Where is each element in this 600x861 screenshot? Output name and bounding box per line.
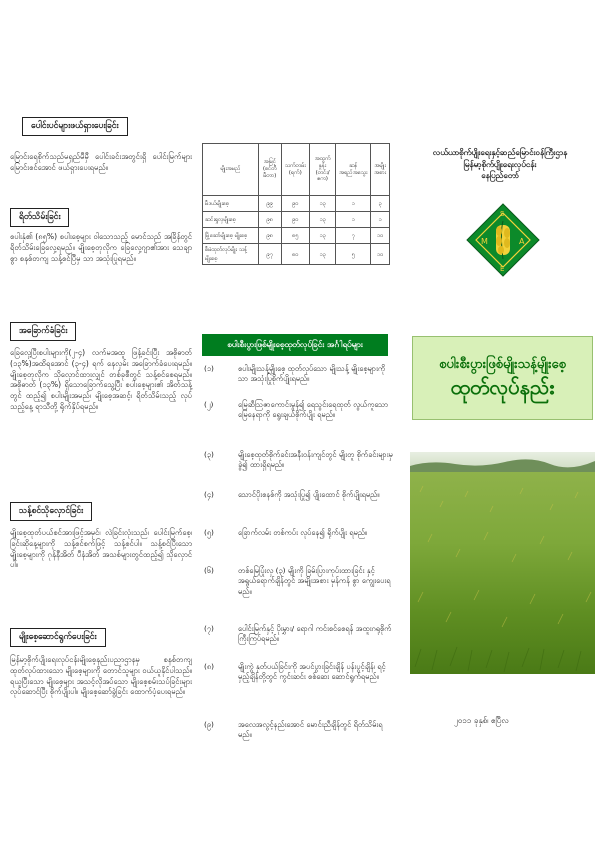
table-cell: ၁၀ [371,228,390,244]
table-cell: ၅ [336,244,371,265]
table-cell: ၁၃ [309,212,335,228]
section-title-bar: စပါးစီးပွားဖြစ်မျိုးစေ့ထုတ်လုပ်ခြင်း အင်္ဂါရပ်များ [202,334,388,356]
table-cell: စီမံထုတ်လုပ်မျိုး သန့်မျိုးစေ့ [203,244,259,265]
table-cell: ၁ [371,212,390,228]
table-header-cell: ဆန်အရည်အသွေး [336,144,371,196]
left-column [0,0,200,861]
table-cell: မြို့ဆော်မျိုးစေ့ မျိုးစေ့ [203,228,259,244]
city-name: နေပြည်တော် [481,171,519,181]
variety-table [202,143,390,265]
table-cell: ၉၈ [259,228,282,244]
title-line-2: ထုတ်လုပ်နည်း [450,375,555,400]
step-number: (၅) [204,528,214,537]
ministry-name: လယ်ယာစိုက်ပျိုးရေးနှင့်ဆည်မြောင်းဝန်ကြီးဌာန [432,148,568,157]
table-cell: ၃ [371,196,390,212]
cleaning-heading: သန့်စင်သိုလှောင်ခြင်း [10,502,92,521]
table-row [203,228,390,244]
table-cell: ၈၀ [281,244,309,265]
svg-text:E: E [500,265,505,273]
table-cell: ၇ [336,228,371,244]
ministry-header [410,147,590,182]
list-item [204,364,394,385]
list-item [204,450,394,471]
step-number: (၈) [204,662,214,671]
table-header-cell: အမြင့် (စင်တီမီတာ) [259,144,282,196]
step-number: (၆) [204,566,214,575]
step-text: အလေအလွင့်နည်းအောင် မောင်းညီချိန်တွင် ရိတ်သိမ်းရမည်။ [238,720,383,740]
ministry-logo-icon [466,203,540,277]
list-item [204,720,394,741]
table-cell: ၁ [336,212,371,228]
table-row [203,212,390,228]
seed-supply-paragraph: မြန်မာ့စိုက်ပျိုးရေးလုပ်ငန်းမျိုးစေ့နည်းပညာဌာနမှ စနစ်တကျ ထုတ်လုပ်ထားသော မျိုးစေ့များကို တောင်သူများ ဝယ်ယူနိုင်ပါသည်။ ရယူပြီးသော မျိုးစေ့များ အသင့်လိုအပ်သော မျိုးစေ့စမ်းသပ်ခြင်းများ လုပ်ဆောင်ပြီး စိုက်ပျိုးပါ။ မျိုးစေ့ဆော်ခွဲခြင်း ထောက်ပံ့ပေးရမည်။ [10,655,192,697]
seed-supply-heading: မျိုးစေ့ဆောင်ရွက်ပေးခြင်း [10,628,106,647]
table-cell: ၁၀ [371,244,390,265]
step-text: ခြောက်လမ်း တစ်ကပ်း လုပ်နေ၍ ရိုက်ပျိုး ရမည်။ [238,528,368,537]
list-item [204,400,394,421]
step-text: တစ်မြေပြုံးလှ (၃) မျိုးကို ခြမ်းပြားကုပ်းထားခြင်း နှင့် အရွယ်ရောက်ချိန်တွင် အမျိုးအစား မှန်ကန် စွာ ကျွေးပေးရမည်။ [238,566,391,596]
drying-heading: အခြောက်ခံခြင်း [10,322,76,341]
rice-field-photo [410,452,595,674]
table-cell: ၉၀ [281,212,309,228]
department-name: မြန်မာ့စိုက်ပျိုးရေးလုပ်ငန်း [463,159,537,169]
table-cell: မီဒယ်မျိုးစေ့ [203,196,259,212]
table-cell: ၁၃ [309,228,335,244]
title-line-1: စပါးစီးပွားဖြစ်မျိုးသန့်မျိုးစေ့ [439,356,566,372]
svg-text:M: M [481,237,488,246]
list-item [204,566,394,597]
step-number: (၃) [204,450,214,459]
table-row [203,196,390,212]
cleaning-paragraph: မျိုးစေ့ထုတ်ပယ်စင်အားဖြင့်အမှင်၊ လဲခြင်းလုံးသည်၊ ပေါင်းမြက်စေ့၊ ခြင်းဆိုနေ့များကို သန့်စင်စက်ဖြင့် သန့်စင်ပါ။ သန့်စင်ပြီးသော မျိုးစေ့များကို ဂုန်နီအိတ် ပီနံအိတ် အသစ်များတွင်ထည့်၍ သိုလှောင်ပါ။ [10,528,192,570]
table-cell: ၁၃ [309,244,335,265]
table-cell: ၁၃ [309,196,335,212]
table-header-cell: အမျိုးအစား [371,144,390,196]
title-banner [412,336,593,420]
table-header-cell: သက်တမ်း (ရက်) [281,144,309,196]
table-header-cell: မျိုးအမည် [203,144,259,196]
list-item [204,662,394,683]
step-text: စပါးမျိုးသန့်မျိုးစေ့ ထုတ်လုပ်သော မျိုးသန့် မျိုးစေ့များကိုသာ အသုံးပြုစိုက်ပျိုးရမည်။ [238,364,386,384]
svg-text:S: S [500,210,505,218]
list-item [204,624,394,645]
step-text: မျိုးစေ့ထုတ်စိုက်ခင်းအနီးဝန်းကျင်တွင် မျိုးတူ စိုက်ခင်းများမှ ခွဲ၍ ထားရှိရမည်။ [238,450,393,470]
table-cell: ၉၀ [281,196,309,212]
table-header-cell: အထွက်နှုန်း (တင်း/ဧက) [309,144,335,196]
harvest-paragraph: စပါးနှံ၏ (၈၅%) စပါးစေ့များ ဝါသောသည့် မောင်သည် အခြိန်တွင် ရိတ်သိမ်းခြေလှေ့ရမည်။ မျိုးစေ့တုလိုက ခြေလှေ့ဂျာ၏အား သေချာစွာ စနစ်တကျ သန့်စင်ပြီမှ သာ အသုံးပြုရမည်။ [10,232,192,263]
table-cell: ၈၅ [281,228,309,244]
table-cell: ၁ [336,196,371,212]
table-cell: ၉၈ [259,212,282,228]
weed-heading: ပေါင်းပင်များဖယ်ရှားပေးခြင်း [22,117,128,136]
table-cell: ၉၇ [259,244,282,265]
step-number: (၂) [204,400,214,409]
step-text: မျိုးကွဲ နုတ်ပယ်ခြင်းကို အပင်ပွားခြင်းချိန် ပန်းပွင့်ချိန်၊ ရင့်မှည့်ချိန်တို့တွင် ကွင်းဆင်း စစ်ဆေး ဆောင်ရွက်ရမည်။ [238,662,386,682]
list-item [204,528,394,538]
step-number: (၁) [204,364,214,373]
harvest-heading: ရိတ်သိမ်းခြင်း [10,208,69,227]
table-cell: ဆင်းရှုလှမျိုးစေ့ [203,212,259,228]
step-number: (၇) [204,624,214,633]
step-text: သောင်ပိုးစနစ်ကို အသုံးပြု၍ ပျိုးထောင် စိုက်ပျိုးရမည်။ [238,490,380,499]
list-item [204,490,394,500]
svg-text:A: A [519,237,525,246]
drying-paragraph: ခြေလှေ့ပြီးစပါးများကို(၂-၄) လက်မအထူ ဖြန့်ခင်းပြီး အစိုဓာတ် (၁၃%)အထိရအောင် (၃-၄) ရက် နေလှမ်း အခြောက်ခံပေးရမည်။ မျိုးစေ့တုလိုက သိုလှောင်ထားလျှင် တစ်ခုစီတွင် သန့်စင်စေရမည်။ အစိုဓာတ် (၁၃%) ရှိသောခြောက်သွေ့ပြီး စပါးစေ့များ၏ အိတ်သန့်တွင် ထည့်၍ စပါးမျိုးအမည်၊ မျိုးစေ့အဆင့်၊ ရိတ်သိမ်းသည့် လုပ်သည့်နေ့ ရာသီတို့ ရိုက်နှိပ်ရမည်။ [10,348,192,411]
step-number: (၄) [204,490,214,499]
table-row [203,244,390,265]
step-text: မြေဆီသြဇာကောင်းမွန်၍ ရေသွင်းရေထုတ် လွယ်ကူသော မြေနေရာကို ရွေးချယ်စိုက်ပျိုး ရမည်။ [238,400,389,420]
table-cell: ၉၉ [259,196,282,212]
step-text: ပေါင်းမြက်နှင့် ပိုးမွှား/ ရောဂါ ကင်းစင်စေရန် အထူးဂရုစိုက် ကြီးကြပ်ရမည်။ [238,624,392,644]
table-header-row [203,144,390,196]
publication-date: ၂၀၁၁ ခုနှစ်၊ ဧပြီလ [454,716,509,725]
weed-paragraph: မြောင်းရေစိုက်သည်မရှည်မီမှီ ပေါင်းခင်းအတွင်းရှိ ပေါင်းမြက်များ မြောင်းစင်အောင် ဖယ်ရှားပေးရမည်။ [10,152,192,172]
step-number: (၉) [204,720,214,729]
